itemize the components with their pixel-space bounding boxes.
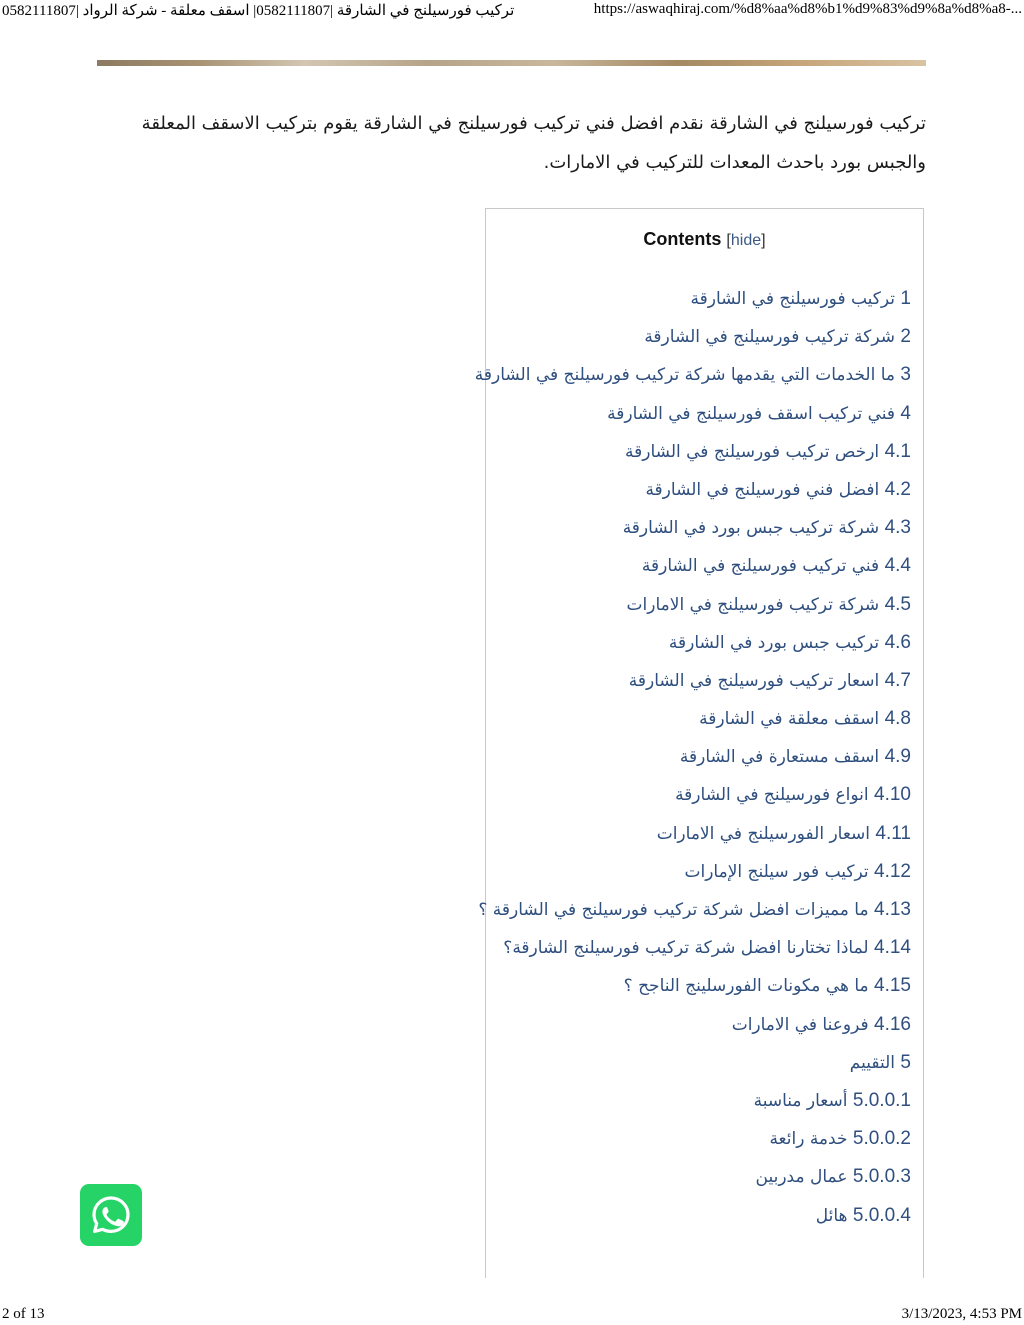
toc-item-label: ما هي مكونات الفورسلينج الناجح ؟ (623, 976, 869, 997)
toc-item-label: خدمة رائعة (769, 1129, 848, 1150)
toc-item (501, 776, 911, 814)
toc-link[interactable] (625, 442, 911, 462)
toc-link[interactable] (675, 785, 911, 805)
toc-link[interactable] (769, 1129, 911, 1149)
toc-item (501, 967, 911, 1005)
toc-item-label: عمال مدربين (755, 1167, 848, 1188)
toc-item (501, 318, 911, 356)
whatsapp-button[interactable] (80, 1184, 142, 1246)
toc-item-label: اسعار تركيب فورسيلنج في الشارقة (628, 670, 880, 691)
toc-item-number: 4.7 (884, 669, 911, 691)
toc-item-label: اسعار الفورسيلنج في الامارات (656, 823, 871, 844)
toc-item-label: أسعار مناسبة (753, 1090, 848, 1111)
toc-item-label: هائل (815, 1205, 848, 1226)
toc-item (501, 509, 911, 547)
toc-item (501, 700, 911, 738)
toc-item-label: فني تركيب فورسيلنج في الشارقة (641, 556, 880, 577)
toc-link[interactable] (850, 1053, 911, 1073)
toc-item (501, 853, 911, 891)
toc-item-label: لماذا تختارنا افضل شركة تركيب فورسيلنج الشارقة؟ (503, 938, 869, 959)
toc-item-label: التقييم (849, 1052, 896, 1073)
toc-link[interactable] (699, 709, 911, 729)
toc-list (474, 280, 911, 1235)
toc-link[interactable] (623, 518, 911, 538)
toc-link[interactable] (607, 404, 911, 424)
toc-item-label: تركيب فورسيلنج في الشارقة (690, 289, 896, 309)
toc-item-number: 4.10 (874, 784, 911, 806)
intro-paragraph: تركيب فورسيلنج في الشارقة نقدم افضل فني تركيب فورسيلنج في الشارقة يقوم بتركيب الاسقف المعلقة والجبس بورد باحدث المعدات للتركيب في الامارات. (141, 113, 926, 173)
toc-item-number: 3 (900, 364, 911, 386)
toc-item-number: 5.0.0.3 (852, 1166, 911, 1188)
toc-item-label: ما الخدمات التي يقدمها شركة تركيب فورسيلنج في الشارقة (474, 365, 896, 386)
toc-item (501, 1044, 911, 1082)
toc-item (501, 280, 911, 318)
toc-item-number: 5 (900, 1051, 911, 1073)
toc-item (501, 471, 911, 509)
toc-item-label: شركة تركيب جبس بورد في الشارقة (622, 518, 880, 539)
toc-link[interactable] (691, 289, 911, 309)
toc-item-number: 4.16 (874, 1013, 911, 1035)
toc-item-label: فروعنا في الامارات (731, 1014, 869, 1035)
page-counter: 2 of 13 (2, 1306, 45, 1322)
toc-item (501, 1197, 911, 1235)
toc-link[interactable] (475, 365, 911, 385)
toc-item-number: 4.4 (884, 555, 911, 577)
toc-item-number: 4.11 (875, 822, 911, 844)
toc-link[interactable] (732, 1015, 911, 1035)
toc-item (501, 1158, 911, 1196)
toc-item (501, 433, 911, 471)
toc-hide-link[interactable]: hide (730, 232, 762, 249)
toc-item-number: 4.13 (874, 899, 911, 920)
toc-link[interactable] (624, 976, 911, 996)
toc-item-label: انواع فورسيلنج في الشارقة (675, 785, 869, 806)
toc-item (501, 1082, 911, 1120)
print-header (0, 0, 1024, 22)
toc-item (501, 815, 911, 853)
toc-link[interactable] (645, 480, 911, 500)
toc-link[interactable] (657, 824, 911, 844)
toc-item-number: 4.2 (884, 478, 911, 500)
toc-item (474, 356, 911, 394)
toc-item-label: افضل فني فورسيلنج في الشارقة (645, 479, 880, 500)
toc-item-number: 4.8 (884, 708, 911, 730)
toc-item-number: 4.12 (874, 860, 911, 882)
toc-link[interactable] (644, 327, 911, 347)
toc-link[interactable] (756, 1167, 911, 1187)
toc-item-label: تركيب جبس بورد في الشارقة (668, 632, 880, 653)
toc-title: Contents (643, 229, 722, 249)
toc-item-label: ارخص تركيب فورسيلنج في الشارقة (625, 441, 880, 462)
toc-item-label: فني تركيب اسقف فورسيلنج في الشارقة (607, 403, 896, 424)
toc-link[interactable] (816, 1206, 911, 1226)
hero-image (97, 60, 926, 66)
toc-item-label: تركيب فور سيلنج الإمارات (684, 861, 869, 882)
toc-link[interactable] (685, 862, 912, 882)
toc-item-number: 2 (900, 326, 911, 348)
toc-link[interactable] (754, 1091, 911, 1111)
toc-toggle (726, 232, 765, 249)
toc-item-label: ما مميزات افضل شركة تركيب فورسيلنج في الشارقة ؟ (478, 900, 869, 920)
toc-link[interactable] (680, 747, 911, 767)
toc-bracket-close: ] (761, 232, 766, 249)
toc-item-number: 4.15 (874, 975, 911, 997)
page-url[interactable]: https://aswaqhiraj.com/%d8%aa%d8%b1%d9%83%d9%8a%d8%a8-... (593, 1, 1022, 17)
toc-item (501, 586, 911, 624)
toc-item-number: 4.6 (884, 631, 911, 653)
page-title: تركيب فورسيلنج في الشارقة |0582111807| اسقف معلقة - شركة الرواد |0582111807 (2, 3, 515, 19)
toc-item-label: شركة تركيب فورسيلنج في الشارقة (644, 327, 896, 348)
toc-item-number: 4.14 (874, 937, 911, 959)
toc-item (501, 395, 911, 433)
toc-item (478, 891, 911, 929)
toc-item-label: اسقف معلقة في الشارقة (699, 709, 880, 730)
toc-item-number: 1 (900, 288, 911, 309)
toc-link[interactable] (642, 556, 911, 576)
toc-item-number: 4.1 (884, 440, 911, 462)
print-datetime: 3/13/2023, 4:53 PM (901, 1306, 1022, 1322)
toc-link[interactable] (629, 671, 911, 691)
toc-item-number: 4.3 (884, 517, 911, 539)
toc-item-number: 4.9 (884, 746, 911, 768)
whatsapp-icon (88, 1192, 134, 1238)
toc-item (501, 662, 911, 700)
toc-item-label: شركة تركيب فورسيلنج في الامارات (626, 594, 880, 615)
toc-item (501, 547, 911, 585)
toc-link[interactable] (478, 900, 911, 920)
toc-item-number: 4.5 (884, 593, 911, 615)
toc-item-label: اسقف مستعارة في الشارقة (679, 747, 880, 768)
toc-header (486, 229, 923, 250)
toc-item-number: 5.0.0.1 (852, 1089, 911, 1111)
toc-link[interactable] (669, 633, 911, 653)
toc-item-number: 4 (900, 402, 911, 424)
toc-item (501, 738, 911, 776)
toc-item-number: 5.0.0.4 (852, 1204, 911, 1226)
toc-item (501, 1006, 911, 1044)
print-footer (0, 1306, 1024, 1324)
table-of-contents (474, 208, 924, 1278)
toc-item (501, 1120, 911, 1158)
toc-link[interactable] (503, 938, 911, 958)
toc-item (501, 929, 911, 967)
toc-link[interactable] (627, 595, 911, 615)
toc-item-number: 5.0.0.2 (852, 1128, 911, 1150)
toc-bracket-open: [ (726, 232, 731, 249)
toc-item (501, 624, 911, 662)
